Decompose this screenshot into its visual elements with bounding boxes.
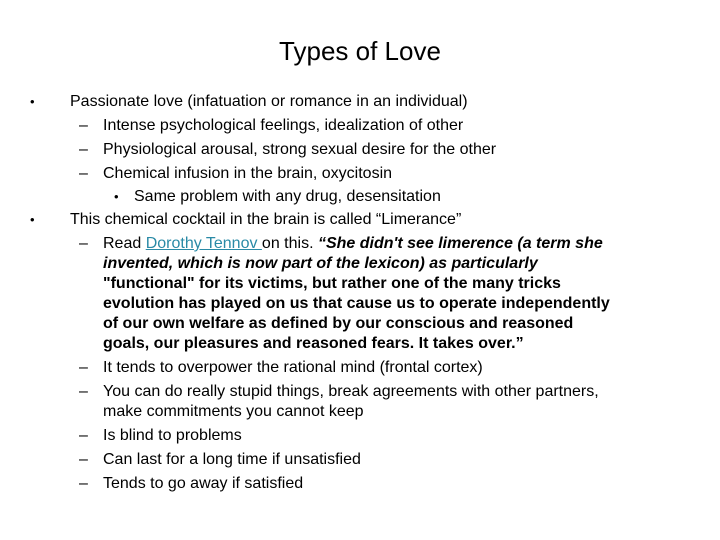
bullet-passionate-love: Passionate love (infatuation or romance in an individual) [70, 93, 468, 110]
quote-line-3: "functional" for its victims, but rather one of the many tricks [103, 275, 561, 292]
read-prefix: Read [103, 235, 146, 252]
bullet-limerance: This chemical cocktail in the brain is called “Limerance” [70, 211, 462, 228]
dorothy-tennov-link[interactable]: Dorothy Tennov [145, 235, 262, 252]
sub-goes-away: Tends to go away if satisfied [103, 475, 304, 492]
dash-icon: – [79, 451, 88, 468]
bullet-icon: • [114, 189, 119, 204]
quote-line-2: invented, which is now part of the lexicon) as particularly [103, 255, 538, 272]
sub-physiological-arousal: Physiological arousal, strong sexual desire for the other [103, 141, 497, 158]
dash-icon: – [79, 359, 88, 376]
dash-icon: – [79, 475, 88, 492]
sub-stupid-things-1: You can do really stupid things, break agreements with other partners, [103, 383, 599, 400]
sub-stupid-things-2: make commitments you cannot keep [103, 403, 364, 420]
dash-icon: – [79, 117, 88, 134]
slide-title: Types of Love [279, 36, 441, 66]
sub-chemical-infusion: Chemical infusion in the brain, oxycitosin [103, 165, 393, 182]
quote-line-4: evolution has played on us that cause us to operate independently [103, 295, 610, 312]
bullet-icon: • [30, 94, 35, 109]
dash-icon: – [79, 141, 88, 158]
dash-icon: – [79, 427, 88, 444]
bullet-icon: • [30, 212, 35, 227]
sub-blind-to-problems: Is blind to problems [103, 427, 242, 444]
quote-line-6: goals, our pleasures and reasoned fears. It takes over.” [103, 335, 524, 352]
quote-line-1: “She didn't see limerence (a term she [317, 235, 603, 252]
sub-intense-feelings: Intense psychological feelings, idealization of other [103, 117, 464, 134]
dash-icon: – [79, 383, 88, 400]
quote-line-5: of our own welfare as defined by our conscious and reasoned [103, 315, 574, 332]
dash-icon: – [79, 165, 88, 182]
sub-last-long: Can last for a long time if unsatisfied [103, 451, 361, 468]
sub-sub-desensitation: Same problem with any drug, desensitation [134, 188, 441, 205]
sub-read-tennov [103, 234, 603, 254]
sub-overpower-rational: It tends to overpower the rational mind (frontal cortex) [103, 359, 483, 376]
read-suffix: on this. [261, 235, 318, 252]
dash-icon: – [79, 235, 88, 252]
